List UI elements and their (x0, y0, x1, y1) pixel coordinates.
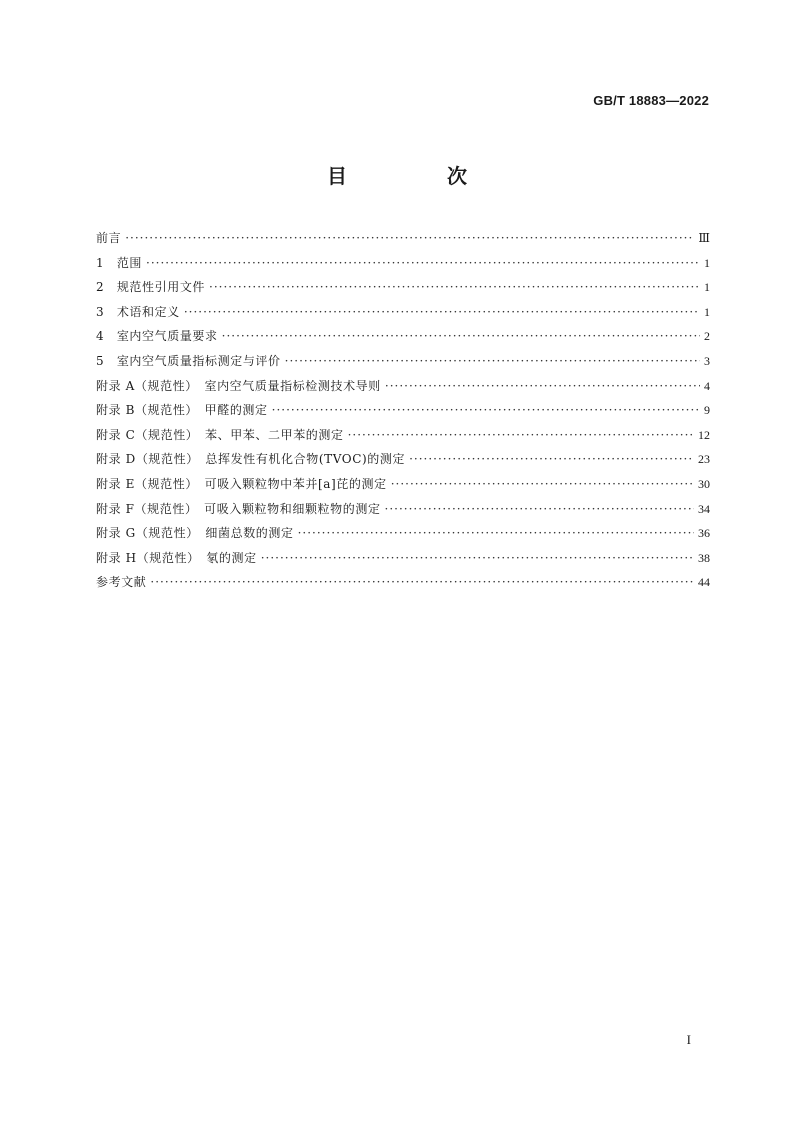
dot-leader (209, 275, 700, 300)
toc-entry-annex-e[interactable] (96, 472, 710, 497)
toc-entry-label: 附录 D（规范性） 总挥发性有机化合物(TVOC)的测定 (96, 452, 406, 467)
toc-entry-label: 参考文献 (96, 575, 147, 590)
toc-entry-annex-h[interactable] (96, 546, 710, 571)
dot-leader (146, 251, 700, 276)
toc-entry-page: 2 (704, 329, 710, 344)
toc-entry-page: 30 (698, 476, 710, 491)
toc-entry-label: 附录 F（规范性） 可吸入颗粒物和细颗粒物的测定 (96, 501, 381, 516)
dot-leader (272, 398, 700, 423)
toc-entry-label: 附录 H（规范性） 氡的测定 (96, 550, 257, 565)
toc-entry-page: 38 (698, 550, 710, 565)
toc-entry-annex-g[interactable] (96, 521, 710, 546)
dot-leader (222, 324, 700, 349)
toc-entry-page: 23 (698, 452, 710, 467)
toc-entry-label: 附录 C（规范性） 苯、甲苯、二甲苯的测定 (96, 427, 344, 442)
dot-leader (125, 226, 694, 251)
toc-entry-annex-b[interactable] (96, 398, 710, 423)
toc-entry-label: 前言 (96, 231, 122, 245)
toc-entry-label: 3 术语和定义 (96, 304, 180, 319)
toc-entry-normative-references[interactable] (96, 275, 710, 300)
toc-entry-terms-definitions[interactable] (96, 300, 710, 325)
toc-entry-annex-c[interactable] (96, 423, 710, 448)
toc-entry-page: 44 (698, 575, 710, 590)
toc-entry-page: Ⅲ (698, 231, 710, 245)
toc-entry-page: 9 (704, 403, 710, 418)
toc-title: 目 次 (327, 164, 507, 188)
toc-entry-foreword[interactable] (96, 226, 710, 251)
toc-entry-label: 5 室内空气质量指标测定与评价 (96, 353, 281, 368)
toc-entry-page: 34 (698, 501, 710, 516)
dot-leader (409, 447, 694, 472)
dot-leader (391, 472, 694, 497)
dot-leader (261, 546, 694, 571)
toc-entry-requirements[interactable] (96, 324, 710, 349)
toc-entry-page: 1 (704, 304, 710, 319)
standard-code: GB/T 18883—2022 (593, 93, 709, 108)
toc-entry-label: 附录 B（规范性） 甲醛的测定 (96, 403, 268, 418)
toc-entry-scope[interactable] (96, 251, 710, 276)
toc-entry-page: 1 (704, 280, 710, 295)
toc-entry-page: 3 (704, 353, 710, 368)
toc-entry-page: 1 (704, 255, 710, 270)
toc-entry-annex-a[interactable] (96, 374, 710, 399)
toc-entry-annex-f[interactable] (96, 497, 710, 522)
toc-entry-measurement-evaluation[interactable] (96, 349, 710, 374)
toc-entry-label: 附录 E（规范性） 可吸入颗粒物中苯并[a]芘的测定 (96, 476, 387, 491)
page-folio: I (686, 1032, 691, 1047)
toc-entry-bibliography[interactable] (96, 570, 710, 595)
toc-entry-page: 36 (698, 526, 710, 541)
dot-leader (385, 374, 700, 399)
toc-entry-label: 2 规范性引用文件 (96, 280, 206, 295)
dot-leader (184, 300, 700, 325)
toc-entry-page: 4 (704, 378, 710, 393)
toc-entry-label: 4 室内空气质量要求 (96, 329, 218, 344)
dot-leader (385, 497, 694, 522)
table-of-contents (96, 226, 710, 595)
toc-entry-label: 1 范围 (96, 255, 143, 270)
dot-leader (348, 423, 694, 448)
dot-leader (298, 521, 694, 546)
dot-leader (285, 349, 700, 374)
toc-entry-page: 12 (698, 427, 710, 442)
toc-entry-annex-d[interactable] (96, 447, 710, 472)
dot-leader (150, 570, 694, 595)
toc-entry-label: 附录 G（规范性） 细菌总数的测定 (96, 526, 294, 541)
toc-entry-label: 附录 A（规范性） 室内空气质量指标检测技术导则 (96, 378, 381, 393)
